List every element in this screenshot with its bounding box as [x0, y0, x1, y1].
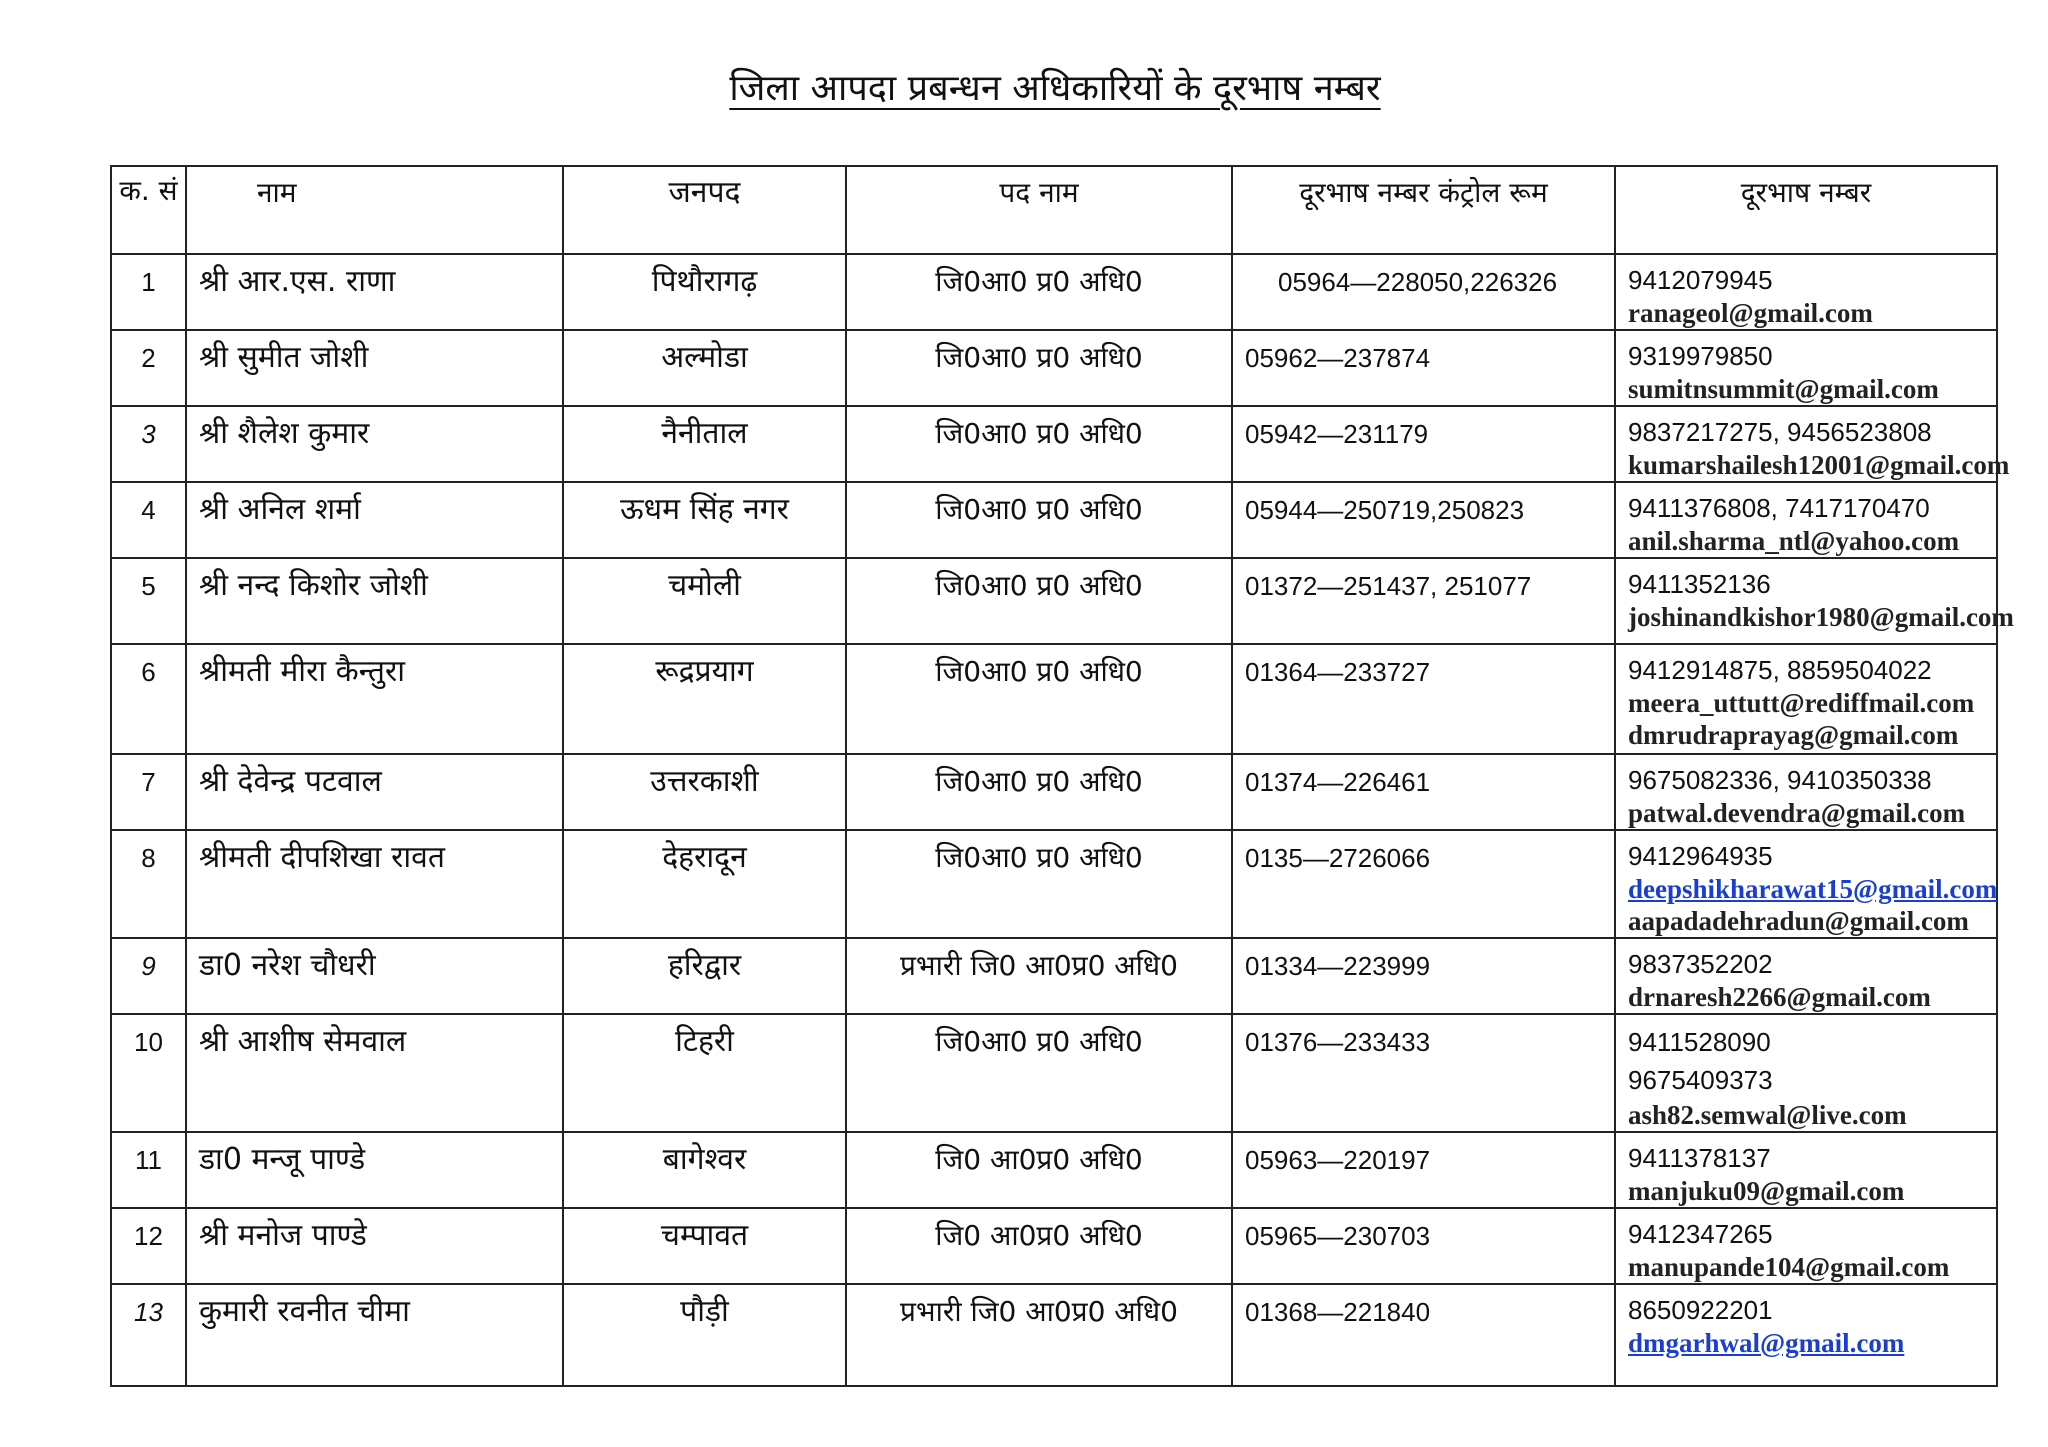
- officer-contact-table: [110, 165, 2014, 1387]
- cell-phone-email: [1615, 482, 1997, 558]
- cell-post: जि0 आ0प्र0 अधि0: [846, 1132, 1232, 1208]
- table-row: [111, 330, 1997, 406]
- table-row: [111, 644, 1997, 754]
- cell-serial-number: 4: [111, 482, 186, 558]
- email-address: manjuku09@gmail.com: [1628, 1176, 1905, 1206]
- email-address: patwal.devendra@gmail.com: [1628, 798, 1966, 828]
- cell-phone-email: [1615, 644, 1997, 754]
- phone-number: 9412079945: [1628, 265, 1773, 295]
- cell-phone-email: [1615, 558, 2014, 644]
- cell-control-room-phone: 05942—231179: [1232, 406, 1615, 482]
- table-row: [111, 254, 1997, 330]
- cell-serial-number: 11: [111, 1132, 186, 1208]
- phone-number: 9412964935: [1628, 841, 1773, 871]
- cell-post: जि0आ0 प्र0 अधि0: [846, 830, 1232, 938]
- cell-serial-number: 10: [111, 1014, 186, 1132]
- cell-phone-email: [1615, 754, 1997, 830]
- cell-district: ऊधम सिंह नगर: [563, 482, 846, 558]
- cell-serial-number: 3: [111, 406, 186, 482]
- cell-phone-email: [1615, 1014, 1997, 1132]
- cell-officer-name: कुमारी रवनीत चीमा: [186, 1284, 563, 1386]
- header-serial-number: क. सं: [111, 166, 186, 254]
- cell-control-room-phone: 0135—2726066: [1232, 830, 1615, 938]
- cell-district: बागेश्वर: [563, 1132, 846, 1208]
- cell-post: जि0आ0 प्र0 अधि0: [846, 482, 1232, 558]
- cell-phone-email: [1615, 1284, 1997, 1386]
- phone-number: 9411352136: [1628, 569, 1771, 599]
- cell-post: जि0आ0 प्र0 अधि0: [846, 644, 1232, 754]
- cell-post: जि0आ0 प्र0 अधि0: [846, 330, 1232, 406]
- cell-district: अल्मोडा: [563, 330, 846, 406]
- cell-control-room-phone: 05964—228050,226326: [1232, 254, 1615, 330]
- cell-district: रूद्रप्रयाग: [563, 644, 846, 754]
- table-header-row: [111, 166, 1997, 254]
- cell-officer-name: श्री आशीष सेमवाल: [186, 1014, 563, 1132]
- email-address: anil.sharma_ntl@yahoo.com: [1628, 526, 1960, 556]
- cell-control-room-phone: 01372—251437, 251077: [1232, 558, 1615, 644]
- cell-post: जि0 आ0प्र0 अधि0: [846, 1208, 1232, 1284]
- cell-district: पिथौरागढ़: [563, 254, 846, 330]
- cell-officer-name: डा0 मन्जू पाण्डे: [186, 1132, 563, 1208]
- cell-officer-name: डा0 नरेश चौधरी: [186, 938, 563, 1014]
- header-phone: दूरभाष नम्बर: [1615, 166, 1997, 254]
- table-row: [111, 1208, 1997, 1284]
- cell-serial-number: 8: [111, 830, 186, 938]
- table-row: [111, 558, 1997, 644]
- page-title: जिला आपदा प्रबन्धन अधिकारियों के दूरभाष नम्बर: [729, 68, 1381, 109]
- table-row: [111, 482, 1997, 558]
- cell-phone-email: [1615, 1208, 1997, 1284]
- cell-phone-email: [1615, 1132, 1997, 1208]
- cell-district: नैनीताल: [563, 406, 846, 482]
- table-row: [111, 1132, 1997, 1208]
- header-name: नाम: [186, 166, 563, 254]
- cell-post: जि0आ0 प्र0 अधि0: [846, 754, 1232, 830]
- table-row: [111, 830, 1997, 938]
- cell-district: देहरादून: [563, 830, 846, 938]
- cell-district: उत्तरकाशी: [563, 754, 846, 830]
- cell-control-room-phone: 01364—233727: [1232, 644, 1615, 754]
- cell-serial-number: 5: [111, 558, 186, 644]
- email-link[interactable]: dmgarhwal@gmail.com: [1628, 1328, 1905, 1358]
- phone-number: 9675409373: [1628, 1065, 1773, 1095]
- table-row: [111, 1284, 1997, 1386]
- cell-control-room-phone: 05944—250719,250823: [1232, 482, 1615, 558]
- email-address: joshinandkishor1980@gmail.com: [1628, 602, 2014, 632]
- cell-district: टिहरी: [563, 1014, 846, 1132]
- cell-control-room-phone: 05963—220197: [1232, 1132, 1615, 1208]
- cell-control-room-phone: 01376—233433: [1232, 1014, 1615, 1132]
- cell-phone-email: [1615, 938, 1997, 1014]
- cell-officer-name: श्रीमती मीरा कैन्तुरा: [186, 644, 563, 754]
- phone-number: 9412347265: [1628, 1219, 1773, 1249]
- email-address: sumitnsummit@gmail.com: [1628, 374, 1939, 404]
- email-address: meera_uttutt@rediffmail.com: [1628, 688, 1975, 718]
- cell-serial-number: 1: [111, 254, 186, 330]
- phone-number: 9675082336, 9410350338: [1628, 765, 1932, 795]
- cell-control-room-phone: 01374—226461: [1232, 754, 1615, 830]
- email-address: drnaresh2266@gmail.com: [1628, 982, 1931, 1012]
- email-address: ranageol@gmail.com: [1628, 298, 1873, 328]
- phone-number: 8650922201: [1628, 1295, 1773, 1325]
- cell-officer-name: श्रीमती दीपशिखा रावत: [186, 830, 563, 938]
- cell-control-room-phone: 05965—230703: [1232, 1208, 1615, 1284]
- cell-post: जि0आ0 प्र0 अधि0: [846, 406, 1232, 482]
- cell-phone-email: [1615, 830, 1997, 938]
- cell-district: पौड़ी: [563, 1284, 846, 1386]
- table-body: [111, 254, 2014, 1386]
- cell-officer-name: श्री नन्द किशोर जोशी: [186, 558, 563, 644]
- cell-serial-number: 6: [111, 644, 186, 754]
- cell-post: जि0आ0 प्र0 अधि0: [846, 254, 1232, 330]
- cell-phone-email: [1615, 406, 2010, 482]
- cell-serial-number: 12: [111, 1208, 186, 1284]
- cell-control-room-phone: 01334—223999: [1232, 938, 1615, 1014]
- cell-phone-email: [1615, 254, 1997, 330]
- cell-officer-name: श्री आर.एस. राणा: [186, 254, 563, 330]
- email-address: aapadadehradun@gmail.com: [1628, 906, 1969, 936]
- header-district: जनपद: [563, 166, 846, 254]
- cell-officer-name: श्री देवेन्द्र पटवाल: [186, 754, 563, 830]
- cell-post: प्रभारी जि0 आ0प्र0 अधि0: [846, 1284, 1232, 1386]
- email-address: dmrudraprayag@gmail.com: [1628, 720, 1959, 750]
- cell-post: जि0आ0 प्र0 अधि0: [846, 558, 1232, 644]
- cell-officer-name: श्री शैलेश कुमार: [186, 406, 563, 482]
- cell-officer-name: श्री सुमीत जोशी: [186, 330, 563, 406]
- table-row: [111, 1014, 1997, 1132]
- header-control-room-phone: दूरभाष नम्बर कंट्रोल रूम: [1232, 166, 1615, 254]
- table-row: [111, 754, 1997, 830]
- phone-number: 9319979850: [1628, 341, 1773, 371]
- cell-officer-name: श्री अनिल शर्मा: [186, 482, 563, 558]
- phone-number: 9411378137: [1628, 1143, 1771, 1173]
- cell-district: हरिद्वार: [563, 938, 846, 1014]
- cell-control-room-phone: 05962—237874: [1232, 330, 1615, 406]
- email-address: kumarshailesh12001@gmail.com: [1628, 450, 2010, 480]
- cell-post: प्रभारी जि0 आ0प्र0 अधि0: [846, 938, 1232, 1014]
- phone-number: 9837217275, 9456523808: [1628, 417, 1932, 447]
- email-address: ash82.semwal@live.com: [1628, 1100, 1907, 1130]
- cell-district: चमोली: [563, 558, 846, 644]
- cell-control-room-phone: 01368—221840: [1232, 1284, 1615, 1386]
- table-row: [111, 406, 1997, 482]
- phone-number: 9837352202: [1628, 949, 1773, 979]
- cell-post: जि0आ0 प्र0 अधि0: [846, 1014, 1232, 1132]
- cell-officer-name: श्री मनोज पाण्डे: [186, 1208, 563, 1284]
- email-address: manupande104@gmail.com: [1628, 1252, 1950, 1282]
- cell-district: चम्पावत: [563, 1208, 846, 1284]
- email-link[interactable]: deepshikharawat15@gmail.com: [1628, 874, 1998, 904]
- phone-number: 9411376808, 7417170470: [1628, 493, 1930, 523]
- cell-phone-email: [1615, 330, 1997, 406]
- cell-serial-number: 9: [111, 938, 186, 1014]
- cell-serial-number: 13: [111, 1284, 186, 1386]
- cell-serial-number: 2: [111, 330, 186, 406]
- phone-number: 9412914875, 8859504022: [1628, 655, 1932, 685]
- cell-serial-number: 7: [111, 754, 186, 830]
- phone-number: 9411528090: [1628, 1027, 1771, 1057]
- header-post: पद नाम: [846, 166, 1232, 254]
- table-row: [111, 938, 1997, 1014]
